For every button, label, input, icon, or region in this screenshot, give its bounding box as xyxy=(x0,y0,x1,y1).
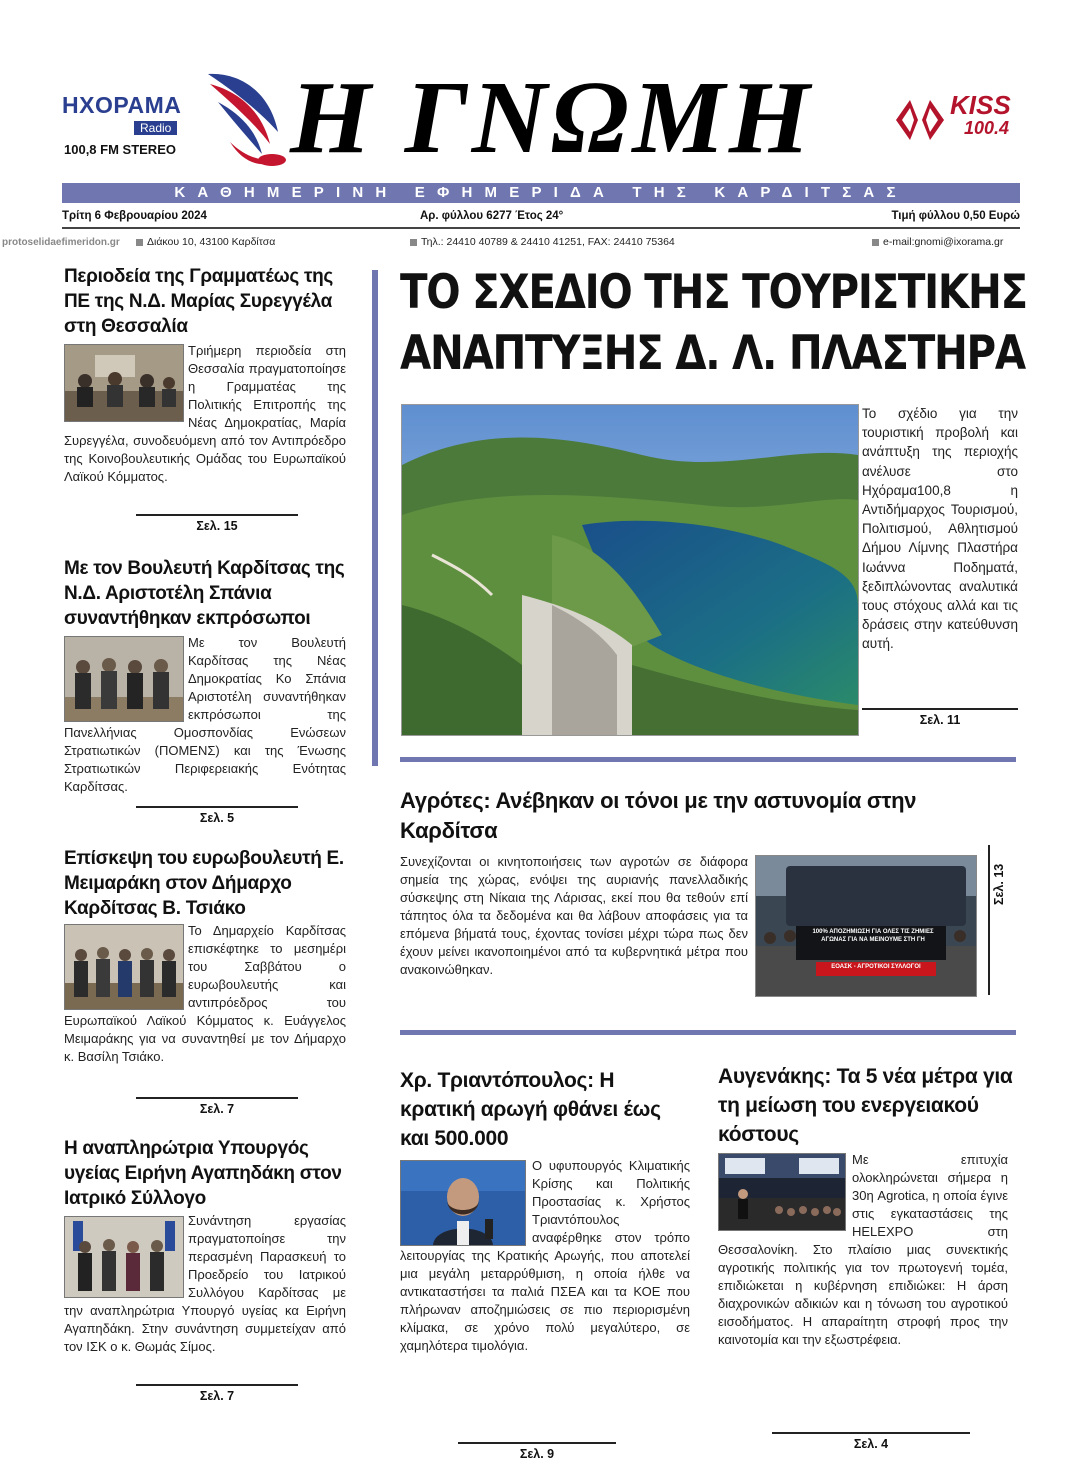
masthead-divider xyxy=(62,227,1020,229)
main-story-body: Το σχέδιο για την τουριστική προβολή και ανάπτυξη της περιοχής ανέλυσε στο Ηχόραμα100,8 η Αντιδήμαρχος Τουρισμού, Πολιτισμού, Αθλητισμού Δήμου Λίμνης Πλαστήρα Ιωάννα Ποδηματά, ξεδιπλώνοντας αναλυτικά τους στόχους αλλά και τις δράσεις στην κατεύθυνση αυτή. xyxy=(862,406,1018,652)
farmers-story-title[interactable]: Αγρότες: Ανέβηκαν οι τόνοι με την αστυνομία στην Καρδίτσα xyxy=(400,788,917,843)
farmers-story-photo xyxy=(755,855,977,997)
triantopoulos-story-body: Ο υφυπουργός Κλιματικής Κρίσης και Πολιτικής Προστασίας κ. Χρήστος Τριαντόπουλος αναφέρθηκε στον τρόπο λειτουργίας της Κρατικής Αρωγής, που αποτελεί μια μεγάλη μεταρρύθμιση, η οποία ήλθε να αντικαταστήσει τα παλιά ΠΣΕΑ και τα ΚΟΕ που πλήρωναν αποζημιώσεις σε πιο περιορισμένη κλίμακα, σε χρόνο πολύ μεγαλύτερο, σε χαμηλότερα τιμολόγια. xyxy=(400,1158,690,1353)
kiss-lips-icon xyxy=(892,92,948,148)
contact-address: Διάκου 10, 43100 Καρδίτσα xyxy=(136,236,275,248)
issue-price: Τιμή φύλλου 0,50 Ευρώ xyxy=(891,210,1020,222)
newspaper-title: Η ΓΝΩΜΗ xyxy=(290,60,814,175)
main-story-accent-bar xyxy=(372,270,378,766)
left-article-4-page[interactable]: Σελ. 7 xyxy=(136,1384,298,1403)
watermark: protoselidaefimeridon.gr xyxy=(2,237,120,248)
avgenakis-story-page[interactable]: Σελ. 4 xyxy=(772,1432,970,1451)
left-article-2-page[interactable]: Σελ. 5 xyxy=(136,806,298,825)
bullet-icon xyxy=(872,239,879,246)
avgenakis-story-title[interactable]: Αυγενάκης: Τα 5 νέα μέτρα για τη μείωση του ενεργειακού κόστους xyxy=(718,1065,1013,1146)
contact-email[interactable]: e-mail:gnomi@ixorama.gr xyxy=(872,236,1003,248)
left-article-1-page[interactable]: Σελ. 15 xyxy=(136,514,298,533)
protest-banner-line-2: ΑΓΩΝΑΣ ΓΙΑ ΝΑ ΜΕΙΝΟΥΜΕ ΣΤΗ ΓΗ xyxy=(821,937,925,943)
issue-number: Αρ. φύλλου 6277 Έτος 24° xyxy=(420,210,564,222)
protest-banner xyxy=(800,928,946,944)
left-article-1-body: Τριήμερη περιοδεία στη Θεσσαλία πραγματοποίησε η Γραμματέας της Πολιτικής Επιτροπής της Νέας Δημοκρατίας, Μαρία Συρεγγέλα, συνοδευόμενη από τον Αντιπρόεδρο της Κοινοβουλευτικής Ομάδας του Ευρωπαϊκού Λαϊκού Κόμματος. xyxy=(64,343,346,484)
issue-date: Τρίτη 6 Φεβρουαρίου 2024 xyxy=(62,210,207,222)
quill-icon xyxy=(200,62,300,172)
kiss-radio-logo xyxy=(892,88,1022,158)
farmers-story-body: Συνεχίζονται οι κινητοποιήσεις των αγροτών σε διάφορα σημεία της χώρας, ενόψει της αυριανής πανελλαδικής σύσκεψης στη Νίκαια της Λάρισας, εκεί που θα τεθούν επί τάπητος όλα τα δεδομένα και θα λάβουν αποφάσεις για τα επόμενα βήματά τους, έχοντας τονίσει μέχρι τώρα πως δεν έχουν μείνει ικανοποιημένοι από τα κυβερνητικά μέτρα που ανακοινώθηκαν. xyxy=(400,854,748,977)
left-article-3-title[interactable]: Επίσκεψη του ευρωβουλευτή Ε. Μειμαράκη στον Δήμαρχο Καρδίτσας Β. Τσιάκο xyxy=(64,848,344,919)
main-headline-line-2: ΑΝΑΠΤΥΞΗΣ Δ. Λ. ΠΛΑΣΤΗΡΑ xyxy=(400,326,1025,381)
protest-banner-red: ΕΟΑΣΚ - ΑΓΡΟΤΙΚΟΙ ΣΥΛΛΟΓΟΙ xyxy=(831,964,921,970)
farmers-story-page[interactable]: Σελ. 13 xyxy=(992,863,1006,905)
bullet-icon xyxy=(410,239,417,246)
left-article-1-title[interactable]: Περιοδεία της Γραμματέως της ΠΕ της Ν.Δ. Μαρίας Συρεγγέλα στη Θεσσαλία xyxy=(64,266,334,337)
ixorama-radio-logo xyxy=(62,92,202,162)
protest-banner-line-1: 100% ΑΠΟΖΗΜΙΩΣΗ ΓΙΑ ΟΛΕΣ ΤΙΣ ΖΗΜΙΕΣ xyxy=(812,929,934,935)
left-article-3-page[interactable]: Σελ. 7 xyxy=(136,1097,298,1116)
newspaper-subtitle: ΚΑΘΗΜΕΡΙΝΗ ΕΦΗΜΕΡΙΔΑ ΤΗΣ ΚΑΡΔΙΤΣΑΣ xyxy=(62,183,1020,203)
left-article-4-title[interactable]: Η αναπληρώτρια Υπουργός υγείας Ειρήνη Αγαπηδάκη στον Ιατρικό Σύλλογο xyxy=(64,1138,342,1209)
main-headline[interactable] xyxy=(400,262,1027,384)
left-article-2-body: Με τον Βουλευτή Καρδίτσας της Νέας Δημοκρατίας Κο Σπάνια Αριστοτέλη συναντήθηκαν εκπρόσωποι της Πανελλήνιας Ομοσπονδίας Ενώσεων Στρατιωτικών (ΠΟΜΕΝΣ) και της Ένωσης Στρατιωτικών Περιφερειακής Ενότητας Καρδίτσας. xyxy=(64,635,346,794)
left-article-2-title[interactable]: Με τον Βουλευτή Καρδίτσας της Ν.Δ. Αριστοτέλη Σπάνια συναντήθηκαν εκπρόσωποι xyxy=(64,558,345,629)
main-story-photo-lake-dam xyxy=(401,404,859,736)
avgenakis-story-body: Με επιτυχία ολοκληρώνεται σήμερα η 30η Agrotica, η οποία έγινε στις εγκαταστάσεις της ΗΕLEXPO στη Θεσσαλονίκη. Στο πλαίσιο μιας συνεκτικής αγροτικής πολιτικής για τον πρωτογενή τομέα, επιδιώκεται η κυβέρνηση επιδιώκει: Η άρση διαχρονικών αδικιών και η τόνωση του αγροτικού εισοδήματος. Η απαραίτητη στροφή προς την καινοτομία και την εξωστρέφεια. xyxy=(718,1152,1008,1347)
farmers-page-rule xyxy=(988,845,990,995)
kiss-frequency: 100.4 xyxy=(964,118,1010,138)
triantopoulos-story-page[interactable]: Σελ. 9 xyxy=(458,1442,616,1461)
section-divider-2 xyxy=(400,1030,1016,1035)
radio-brand: ΗΧΟΡΑΜΑ xyxy=(62,92,182,118)
left-article-3-body: Το Δημαρχείο Καρδίτσας επισκέφτηκε το μεσημέρι του Σαββάτου ο ευρωβουλευτής και αντιπρόεδρος του Ευρωπαϊκού Λαϊκού Κόμματος κ. Ευάγγελος Μειμαράκης για να συναντηθεί με τον Δήμαρχο κ. Βασίλη Τσιάκο. xyxy=(64,923,346,1064)
kiss-brand: KISS xyxy=(950,90,1011,120)
left-article-4-body: Συνάντηση εργασίας πραγματοποίησε την περασμένη Παρασκευή το Προεδρείο του Ιατρικού Συλλόγου Καρδίτσας με την αναπληρώτρια Υπουργό υγείας κα Ειρήνη Αγαπηδάκη. Στην συνάντηση συμμετείχαν από τον ΙΣΚ ο κ. Θωμάς Σίμος. xyxy=(64,1213,346,1354)
main-story-page[interactable]: Σελ. 11 xyxy=(862,708,1018,727)
main-headline-line-1: ΤΟ ΣΧΕΔΙΟ ΤΗΣ ΤΟΥΡΙΣΤΙΚΗΣ xyxy=(400,265,1027,320)
triantopoulos-story-title[interactable]: Χρ. Τριαντόπουλος: Η κρατική αρωγή φθάνει έως και 500.000 xyxy=(400,1069,661,1150)
section-divider-1 xyxy=(400,757,1016,762)
radio-label: Radio xyxy=(134,121,177,135)
radio-frequency: 100,8 FM STEREO xyxy=(64,142,176,157)
contact-phone: Τηλ.: 24410 40789 & 24410 41251, FAX: 24410 75364 xyxy=(410,236,675,248)
bullet-icon xyxy=(136,239,143,246)
